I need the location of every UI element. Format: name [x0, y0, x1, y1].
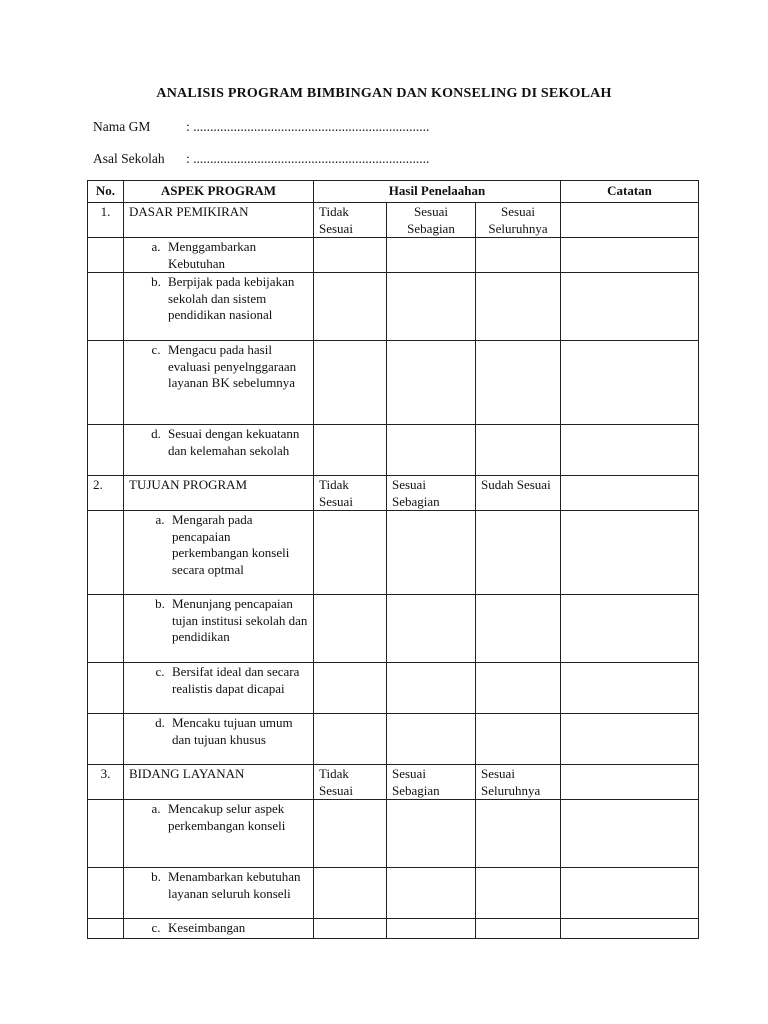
- table-header-row: [88, 181, 699, 203]
- item-marker: b.: [151, 274, 161, 289]
- catatan-cell[interactable]: [561, 238, 699, 273]
- hasil-cell[interactable]: [314, 273, 387, 341]
- catatan-cell[interactable]: [561, 476, 699, 511]
- header-catatan: Catatan: [561, 181, 699, 203]
- hasil-cell[interactable]: [314, 238, 387, 273]
- aspek-cell: [124, 919, 314, 939]
- number-cell: [88, 595, 124, 663]
- number-cell: [88, 919, 124, 939]
- document-title: ANALISIS PROGRAM BIMBINGAN DAN KONSELING DI SEKOLAH: [156, 86, 612, 101]
- section-row: [88, 203, 699, 238]
- number-cell: [88, 868, 124, 919]
- item-text: Keseimbangan: [168, 920, 246, 935]
- item-marker: b.: [155, 596, 165, 611]
- hasil-cell[interactable]: [476, 273, 561, 341]
- item-text: Menunjang pencapaian tujan institusi sekolah dan pendidikan: [172, 596, 308, 644]
- item-text: Menambarkan kebutuhan layanan seluruh konseli: [168, 869, 301, 901]
- item-text: Berpijak pada kebijakan sekolah dan sistem pendidikan nasional: [168, 274, 295, 322]
- header-hasil: Hasil Penelaahan: [314, 181, 561, 203]
- hasil-cell[interactable]: [476, 595, 561, 663]
- aspek-cell: [124, 714, 314, 765]
- catatan-cell[interactable]: [561, 203, 699, 238]
- number-cell: [88, 714, 124, 765]
- hasil-cell[interactable]: [387, 425, 476, 476]
- number-cell: [88, 511, 124, 595]
- item-marker: a.: [151, 239, 161, 254]
- item-marker: a.: [155, 512, 165, 527]
- catatan-cell[interactable]: [561, 341, 699, 425]
- section-title: DASAR PEMIKIRAN: [124, 203, 314, 238]
- aspek-cell: [124, 425, 314, 476]
- asal-sekolah-blank[interactable]: : ......................................................................: [186, 151, 430, 166]
- option-cell: Sudah Sesuai: [476, 476, 561, 511]
- item-row: [88, 595, 699, 663]
- hasil-cell[interactable]: [476, 663, 561, 714]
- hasil-cell[interactable]: [314, 595, 387, 663]
- hasil-cell[interactable]: [387, 868, 476, 919]
- aspek-cell: [124, 868, 314, 919]
- hasil-cell[interactable]: [387, 511, 476, 595]
- option-cell: Sesuai Seluruhnya: [476, 765, 561, 800]
- item-row: [88, 511, 699, 595]
- section-title: TUJUAN PROGRAM: [124, 476, 314, 511]
- number-cell: [88, 238, 124, 273]
- option-cell: Tidak Sesuai: [314, 765, 387, 800]
- catatan-cell[interactable]: [561, 800, 699, 868]
- aspek-cell: [124, 595, 314, 663]
- aspek-cell: [124, 511, 314, 595]
- number-cell: [88, 663, 124, 714]
- item-text: Bersifat ideal dan secara realistis dapat dicapai: [172, 664, 300, 696]
- item-row: [88, 868, 699, 919]
- aspek-cell: [124, 663, 314, 714]
- catatan-cell[interactable]: [561, 919, 699, 939]
- option-cell: Sesuai Seluruhnya: [476, 203, 561, 238]
- catatan-cell[interactable]: [561, 595, 699, 663]
- hasil-cell[interactable]: [314, 714, 387, 765]
- item-row: [88, 341, 699, 425]
- aspek-cell: [124, 273, 314, 341]
- header-no: No.: [88, 181, 124, 203]
- hasil-cell[interactable]: [387, 273, 476, 341]
- item-text: Mengacu pada hasil evaluasi penyelnggaraan layanan BK sebelumnya: [168, 342, 297, 390]
- item-row: [88, 714, 699, 765]
- option-cell: Tidak Sesuai: [314, 203, 387, 238]
- aspek-cell: [124, 238, 314, 273]
- section-row: [88, 476, 699, 511]
- item-marker: a.: [151, 801, 161, 816]
- item-text: Sesuai dengan kekuatann dan kelemahan sekolah: [168, 426, 300, 458]
- hasil-cell[interactable]: [387, 663, 476, 714]
- item-text: Mencakup selur aspek perkembangan konseli: [168, 801, 286, 833]
- catatan-cell[interactable]: [561, 425, 699, 476]
- item-marker: d.: [151, 426, 161, 441]
- hasil-cell[interactable]: [314, 663, 387, 714]
- nama-gm-blank[interactable]: : ......................................................................: [186, 119, 430, 134]
- hasil-cell[interactable]: [387, 341, 476, 425]
- number-cell: [88, 341, 124, 425]
- item-marker: c.: [155, 664, 165, 679]
- nama-gm-field: [93, 119, 429, 135]
- item-row: [88, 425, 699, 476]
- hasil-cell[interactable]: [476, 800, 561, 868]
- hasil-cell[interactable]: [314, 800, 387, 868]
- catatan-cell[interactable]: [561, 765, 699, 800]
- hasil-cell[interactable]: [387, 800, 476, 868]
- header-aspek: ASPEK PROGRAM: [124, 181, 314, 203]
- hasil-cell[interactable]: [476, 425, 561, 476]
- option-cell: Sesuai Sebagian: [387, 765, 476, 800]
- nama-gm-label: Nama GM: [93, 119, 151, 134]
- section-number: 3.: [88, 765, 124, 800]
- item-marker: c.: [151, 342, 161, 357]
- hasil-cell[interactable]: [387, 595, 476, 663]
- option-cell: Sesuai Sebagian: [387, 203, 476, 238]
- hasil-cell[interactable]: [314, 919, 387, 939]
- analysis-table: [87, 180, 699, 939]
- hasil-cell[interactable]: [476, 919, 561, 939]
- catatan-cell[interactable]: [561, 663, 699, 714]
- item-row: [88, 800, 699, 868]
- hasil-cell[interactable]: [314, 341, 387, 425]
- hasil-cell[interactable]: [314, 868, 387, 919]
- catatan-cell[interactable]: [561, 273, 699, 341]
- hasil-cell[interactable]: [476, 341, 561, 425]
- item-text: Menggambarkan Kebutuhan: [168, 239, 257, 271]
- asal-sekolah-label: Asal Sekolah: [93, 151, 165, 166]
- section-number: 2.: [88, 476, 124, 511]
- section-row: [88, 765, 699, 800]
- item-text: Mencaku tujuan umum dan tujuan khusus: [172, 715, 293, 747]
- item-marker: d.: [155, 715, 165, 730]
- number-cell: [88, 273, 124, 341]
- catatan-cell[interactable]: [561, 868, 699, 919]
- catatan-cell[interactable]: [561, 511, 699, 595]
- aspek-cell: [124, 800, 314, 868]
- hasil-cell[interactable]: [387, 919, 476, 939]
- hasil-cell[interactable]: [476, 714, 561, 765]
- item-row: [88, 238, 699, 273]
- hasil-cell[interactable]: [387, 714, 476, 765]
- item-marker: c.: [151, 920, 161, 935]
- hasil-cell[interactable]: [476, 511, 561, 595]
- hasil-cell[interactable]: [476, 238, 561, 273]
- hasil-cell[interactable]: [387, 238, 476, 273]
- number-cell: [88, 800, 124, 868]
- number-cell: [88, 425, 124, 476]
- hasil-cell[interactable]: [314, 511, 387, 595]
- catatan-cell[interactable]: [561, 714, 699, 765]
- hasil-cell[interactable]: [476, 868, 561, 919]
- item-text: Mengarah pada pencapaian perkembangan konseli secara optmal: [172, 512, 290, 577]
- item-row: [88, 919, 699, 939]
- aspek-cell: [124, 341, 314, 425]
- item-marker: b.: [151, 869, 161, 884]
- item-row: [88, 273, 699, 341]
- hasil-cell[interactable]: [314, 425, 387, 476]
- option-cell: Sesuai Sebagian: [387, 476, 476, 511]
- asal-sekolah-field: [93, 151, 429, 167]
- section-number: 1.: [88, 203, 124, 238]
- item-row: [88, 663, 699, 714]
- option-cell: Tidak Sesuai: [314, 476, 387, 511]
- section-title: BIDANG LAYANAN: [124, 765, 314, 800]
